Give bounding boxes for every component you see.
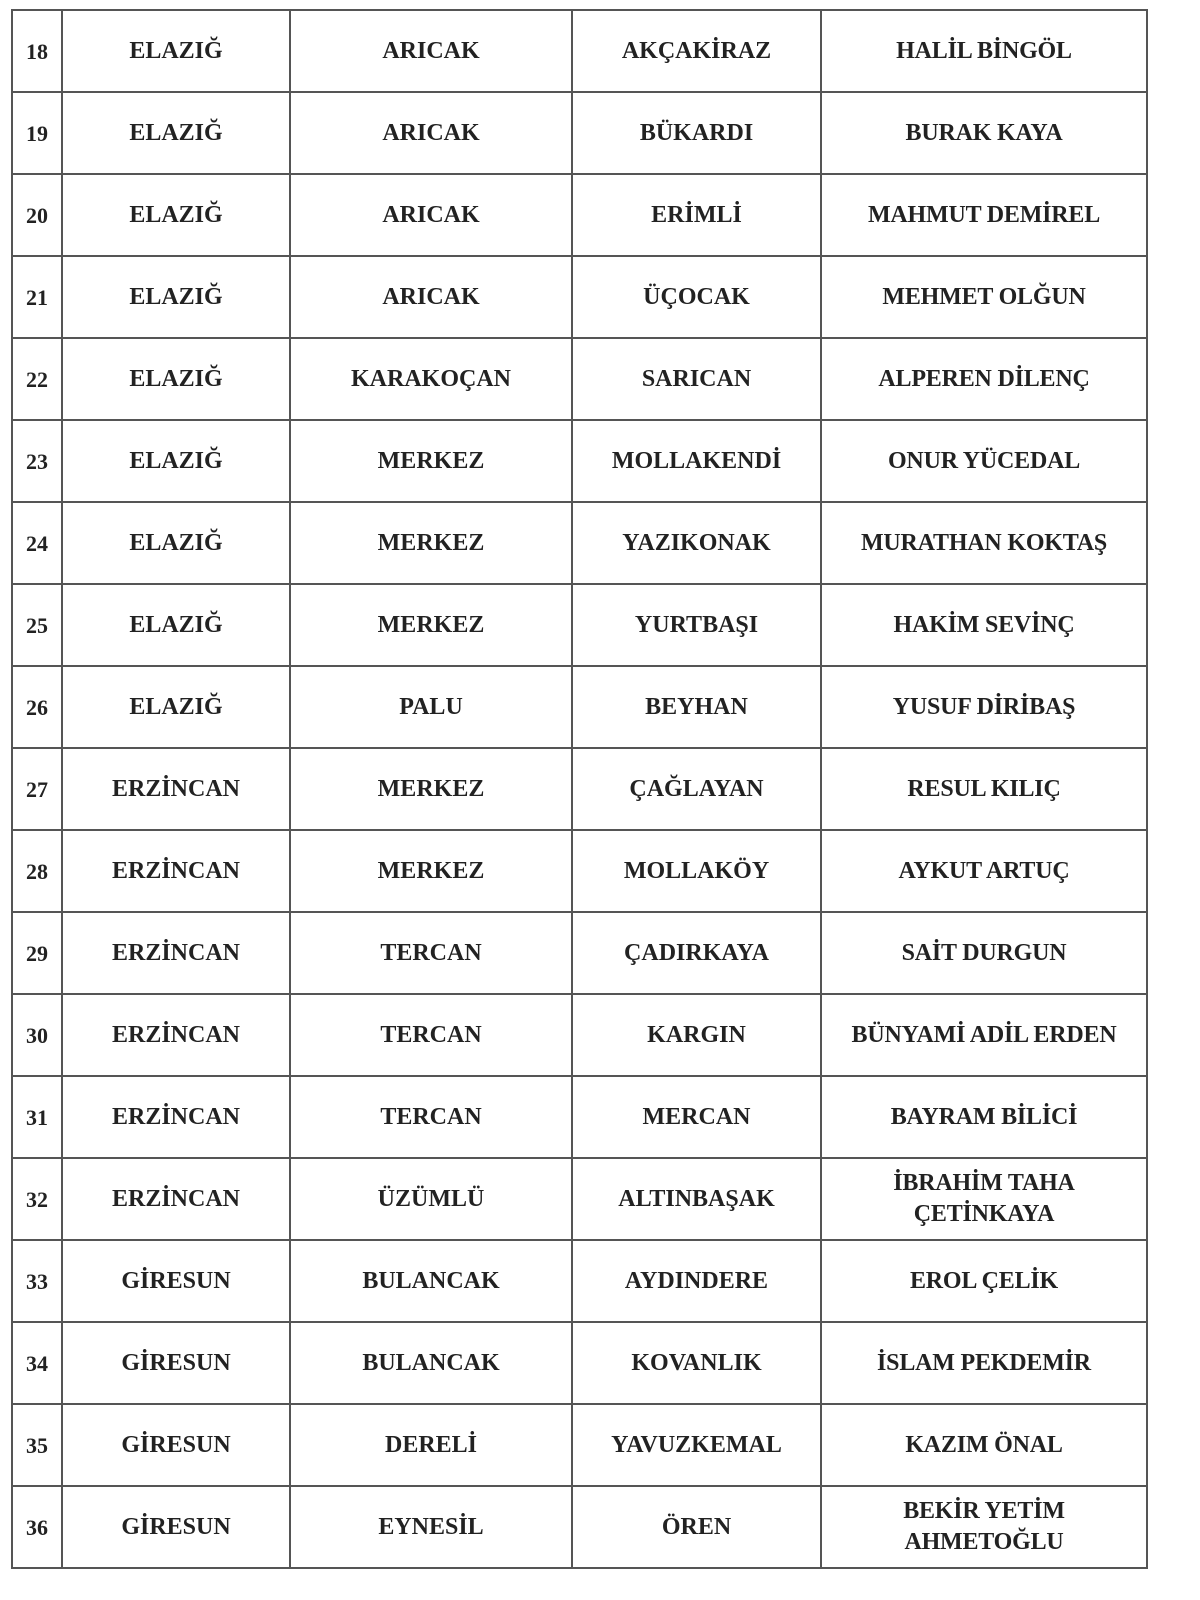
person-name-cell [821, 1158, 1147, 1240]
province-cell: GİRESUN [62, 1404, 290, 1486]
province-cell: GİRESUN [62, 1322, 290, 1404]
table-row [12, 666, 1147, 748]
table-row [12, 994, 1147, 1076]
village-cell: BÜKARDI [572, 92, 821, 174]
village-cell: YAZIKONAK [572, 502, 821, 584]
district-cell: ARICAK [290, 10, 572, 92]
village-cell: BEYHAN [572, 666, 821, 748]
province-cell: GİRESUN [62, 1486, 290, 1568]
person-name-cell [821, 92, 1147, 174]
table-body [12, 10, 1147, 1568]
province-cell: ELAZIĞ [62, 338, 290, 420]
table-row [12, 420, 1147, 502]
village-cell: MOLLAKÖY [572, 830, 821, 912]
village-cell: ÇADIRKAYA [572, 912, 821, 994]
row-number-cell: 23 [12, 420, 62, 502]
village-cell: KARGIN [572, 994, 821, 1076]
district-cell: ARICAK [290, 92, 572, 174]
person-name-cell [821, 1486, 1147, 1568]
district-cell: ÜZÜMLÜ [290, 1158, 572, 1240]
province-cell: GİRESUN [62, 1240, 290, 1322]
person-name-line: BURAK KAYA [905, 119, 1063, 146]
person-name-cell [821, 256, 1147, 338]
village-cell: KOVANLIK [572, 1322, 821, 1404]
person-name-cell [821, 666, 1147, 748]
village-cell: AYDINDERE [572, 1240, 821, 1322]
district-cell: MERKEZ [290, 830, 572, 912]
province-cell: ERZİNCAN [62, 994, 290, 1076]
province-cell: ERZİNCAN [62, 830, 290, 912]
province-cell: ELAZIĞ [62, 256, 290, 338]
table-row [12, 1486, 1147, 1568]
table-row [12, 584, 1147, 666]
province-cell: ELAZIĞ [62, 584, 290, 666]
person-name-line: AHMETOĞLU [904, 1529, 1064, 1555]
person-name-line: BÜNYAMİ ADİL ERDEN [851, 1021, 1117, 1048]
row-number-cell: 32 [12, 1158, 62, 1240]
row-number-cell: 36 [12, 1486, 62, 1568]
row-number-cell: 20 [12, 174, 62, 256]
province-cell: ERZİNCAN [62, 1076, 290, 1158]
table-row [12, 256, 1147, 338]
person-name-cell [821, 748, 1147, 830]
row-number-cell: 31 [12, 1076, 62, 1158]
table-row [12, 1322, 1147, 1404]
person-name-line: İSLAM PEKDEMİR [877, 1349, 1091, 1376]
province-cell: ELAZIĞ [62, 666, 290, 748]
document-page [11, 9, 1148, 1569]
row-number-cell: 26 [12, 666, 62, 748]
person-name-line: İBRAHİM TAHA [893, 1170, 1075, 1196]
province-cell: ERZİNCAN [62, 1158, 290, 1240]
person-name-line: MURATHAN KOKTAŞ [860, 529, 1108, 556]
row-number-cell: 35 [12, 1404, 62, 1486]
person-name-line: YUSUF DİRİBAŞ [892, 693, 1076, 720]
person-name-cell [821, 1404, 1147, 1486]
province-cell: ELAZIĞ [62, 502, 290, 584]
table-row [12, 830, 1147, 912]
row-number-cell: 24 [12, 502, 62, 584]
person-name-line: RESUL KILIÇ [907, 775, 1061, 802]
person-name-line: BEKİR YETİM [903, 1498, 1065, 1524]
district-cell: BULANCAK [290, 1240, 572, 1322]
person-name-cell [821, 584, 1147, 666]
district-cell: PALU [290, 666, 572, 748]
person-name-cell [821, 420, 1147, 502]
district-cell: MERKEZ [290, 748, 572, 830]
province-cell: ELAZIĞ [62, 174, 290, 256]
village-cell: ÜÇOCAK [572, 256, 821, 338]
district-cell: KARAKOÇAN [290, 338, 572, 420]
table-row [12, 174, 1147, 256]
row-number-cell: 21 [12, 256, 62, 338]
district-cell: TERCAN [290, 994, 572, 1076]
person-name-cell [821, 174, 1147, 256]
person-name-cell [821, 1240, 1147, 1322]
district-cell: MERKEZ [290, 420, 572, 502]
row-number-cell: 33 [12, 1240, 62, 1322]
table-row [12, 1076, 1147, 1158]
person-name-line: MAHMUT DEMİREL [867, 201, 1101, 228]
province-cell: ERZİNCAN [62, 748, 290, 830]
person-name-line: ONUR YÜCEDAL [887, 447, 1081, 474]
village-cell: ALTINBAŞAK [572, 1158, 821, 1240]
row-number-cell: 34 [12, 1322, 62, 1404]
person-name-cell [821, 1076, 1147, 1158]
person-name-line: ÇETİNKAYA [913, 1201, 1055, 1227]
table-row [12, 338, 1147, 420]
row-number-cell: 19 [12, 92, 62, 174]
person-name-cell [821, 830, 1147, 912]
village-cell: YAVUZKEMAL [572, 1404, 821, 1486]
district-cell: TERCAN [290, 1076, 572, 1158]
village-cell: YURTBAŞI [572, 584, 821, 666]
person-name-cell [821, 502, 1147, 584]
person-name-line: KAZIM ÖNAL [905, 1431, 1063, 1458]
person-name-line: MEHMET OLĞUN [882, 283, 1086, 310]
person-name-line: BAYRAM BİLİCİ [890, 1103, 1078, 1130]
table-row [12, 92, 1147, 174]
village-cell: ÖREN [572, 1486, 821, 1568]
person-name-line: EROL ÇELİK [909, 1267, 1059, 1294]
person-name-cell [821, 994, 1147, 1076]
row-number-cell: 18 [12, 10, 62, 92]
village-cell: SARICAN [572, 338, 821, 420]
village-cell: ERİMLİ [572, 174, 821, 256]
table-row [12, 1158, 1147, 1240]
person-name-line: HALİL BİNGÖL [896, 37, 1072, 64]
row-number-cell: 30 [12, 994, 62, 1076]
row-number-cell: 29 [12, 912, 62, 994]
table-row [12, 502, 1147, 584]
person-name-cell [821, 10, 1147, 92]
row-number-cell: 28 [12, 830, 62, 912]
district-cell: ARICAK [290, 256, 572, 338]
table-row [12, 912, 1147, 994]
row-number-cell: 25 [12, 584, 62, 666]
row-number-cell: 22 [12, 338, 62, 420]
table-row [12, 748, 1147, 830]
district-cell: EYNESİL [290, 1486, 572, 1568]
district-cell: DERELİ [290, 1404, 572, 1486]
person-name-cell [821, 1322, 1147, 1404]
person-name-cell [821, 338, 1147, 420]
person-name-line: AYKUT ARTUÇ [898, 857, 1070, 884]
village-table [11, 9, 1148, 1569]
village-cell: ÇAĞLAYAN [572, 748, 821, 830]
province-cell: ELAZIĞ [62, 92, 290, 174]
district-cell: ARICAK [290, 174, 572, 256]
person-name-line: HAKİM SEVİNÇ [893, 611, 1075, 638]
village-cell: MERCAN [572, 1076, 821, 1158]
row-number-cell: 27 [12, 748, 62, 830]
province-cell: ELAZIĞ [62, 420, 290, 502]
person-name-cell [821, 912, 1147, 994]
district-cell: BULANCAK [290, 1322, 572, 1404]
table-row [12, 10, 1147, 92]
person-name-line: ALPEREN DİLENÇ [878, 365, 1090, 392]
district-cell: MERKEZ [290, 502, 572, 584]
table-row [12, 1404, 1147, 1486]
province-cell: ELAZIĞ [62, 10, 290, 92]
table-row [12, 1240, 1147, 1322]
village-cell: MOLLAKENDİ [572, 420, 821, 502]
province-cell: ERZİNCAN [62, 912, 290, 994]
person-name-line: SAİT DURGUN [901, 939, 1067, 966]
village-cell: AKÇAKİRAZ [572, 10, 821, 92]
district-cell: TERCAN [290, 912, 572, 994]
district-cell: MERKEZ [290, 584, 572, 666]
